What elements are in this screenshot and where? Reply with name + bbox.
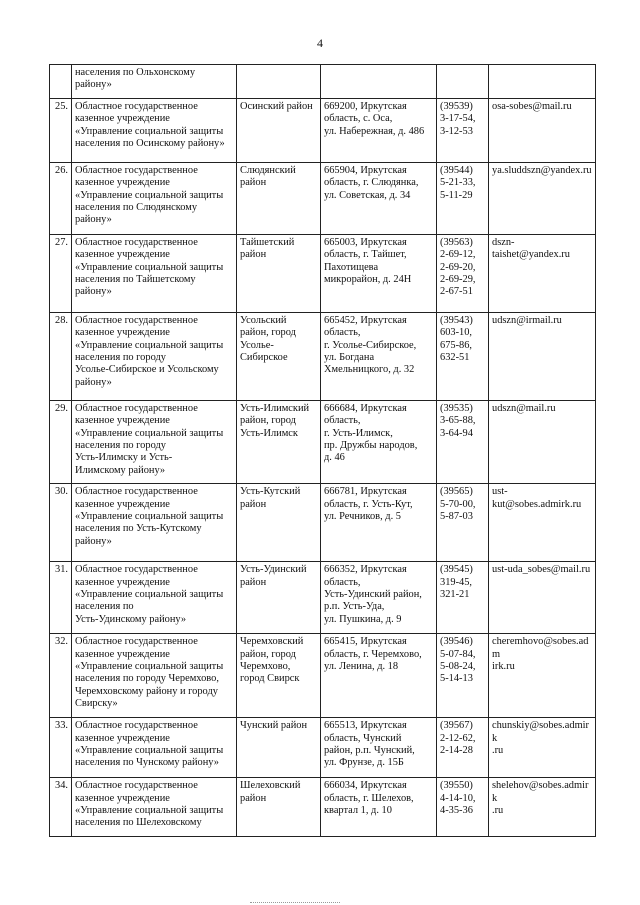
address-text: 666781, Иркутская область, г. Усть-Кут, ул. Речников, д. 5	[324, 486, 413, 523]
email-cell	[489, 634, 596, 718]
email-cell	[489, 65, 596, 99]
address-text: 666034, Иркутская область, г. Шелехов, квартал 1, д. 10	[324, 780, 414, 817]
district-cell	[237, 98, 321, 162]
district-text: Усть-Илимский район, город Усть-Илимск	[240, 402, 310, 439]
phone-cell	[437, 778, 489, 837]
address-cell	[321, 634, 437, 718]
institution-name-cell	[72, 562, 237, 634]
address-cell	[321, 312, 437, 400]
phone-cell	[437, 162, 489, 234]
address-cell	[321, 778, 437, 837]
institution-name-cell	[72, 634, 237, 718]
institution-name-text: Областное государственное казенное учреждение «Управление социальной защиты населения по городу Черемхово, Черемховскому району и городу Свирску»	[75, 636, 224, 710]
email-text: ust- kut@sobes.admirk.ru	[492, 486, 582, 510]
email-cell	[489, 234, 596, 312]
district-text: Тайшетский район	[240, 236, 295, 261]
row-number-cell	[50, 562, 72, 634]
row-number-cell	[50, 162, 72, 234]
address-text: 665513, Иркутская область, Чунский район, р.п. Чунский, ул. Фрунзе, д. 15Б	[324, 720, 415, 769]
institution-name-text: Областное государственное казенное учреждение «Управление социальной защиты населения по Усть-Удинскому району»	[75, 564, 224, 625]
address-text: 665415, Иркутская область, г. Черемхово, ул. Ленина, д. 18	[324, 636, 422, 673]
district-cell	[237, 400, 321, 483]
address-cell	[321, 562, 437, 634]
address-cell	[321, 484, 437, 562]
email-text: osa-sobes@mail.ru	[492, 100, 572, 112]
table-row	[50, 562, 596, 634]
institution-name-cell	[72, 484, 237, 562]
email-cell	[489, 484, 596, 562]
institution-name-cell	[72, 65, 237, 99]
email-cell	[489, 98, 596, 162]
email-text: udszn@irmail.ru	[492, 314, 562, 326]
phone-text: (39545) 319-45, 321-21	[440, 564, 473, 601]
district-text: Усольский район, город Усолье- Сибирское	[240, 314, 296, 364]
address-cell	[321, 718, 437, 778]
table-row	[50, 98, 596, 162]
table-row	[50, 484, 596, 562]
district-text: Осинский район	[240, 100, 313, 112]
row-number-cell	[50, 634, 72, 718]
row-number-text: 26.	[55, 164, 68, 176]
district-text: Шелеховский район	[240, 780, 301, 804]
email-cell	[489, 312, 596, 400]
district-cell	[237, 484, 321, 562]
row-number-text: 34.	[55, 780, 68, 792]
row-number-text: 27.	[55, 236, 68, 248]
email-text: shelehov@sobes.admirk .ru	[492, 780, 589, 817]
email-cell	[489, 778, 596, 837]
address-text: 669200, Иркутская область, с. Оса, ул. Набережная, д. 486	[324, 100, 425, 137]
phone-cell	[437, 562, 489, 634]
address-cell	[321, 400, 437, 483]
email-text: udszn@mail.ru	[492, 402, 556, 414]
address-text: 665904, Иркутская область, г. Слюдянка, ул. Советская, д. 34	[324, 164, 419, 201]
institution-name-cell	[72, 162, 237, 234]
address-text: 666684, Иркутская область, г. Усть-Илимск, пр. Дружбы народов, д. 46	[324, 402, 418, 464]
district-cell	[237, 312, 321, 400]
institution-name-cell	[72, 234, 237, 312]
row-number-cell	[50, 400, 72, 483]
phone-cell	[437, 484, 489, 562]
institution-name-text: Областное государственное казенное учреждение «Управление социальной защиты населения по Шелеховскому	[75, 780, 224, 829]
table-row	[50, 400, 596, 483]
district-cell	[237, 778, 321, 837]
table-row	[50, 162, 596, 234]
institutions-table	[49, 64, 596, 837]
row-number-cell	[50, 98, 72, 162]
row-number-text: 25.	[55, 100, 68, 112]
institution-name-cell	[72, 400, 237, 483]
institution-name-text: Областное государственное казенное учреждение «Управление социальной защиты населения по Тайшетскому району»	[75, 236, 224, 298]
district-text: Чунский район	[240, 720, 308, 732]
row-number-cell	[50, 312, 72, 400]
district-text: Слюдянский район	[240, 164, 296, 189]
district-cell	[237, 634, 321, 718]
phone-cell	[437, 98, 489, 162]
email-text: chunskiy@sobes.admirk .ru	[492, 720, 590, 757]
table-row	[50, 312, 596, 400]
table-row	[50, 778, 596, 837]
email-cell	[489, 400, 596, 483]
district-cell	[237, 718, 321, 778]
phone-text: (39535) 3-65-88, 3-64-94	[440, 402, 476, 439]
institution-name-text: Областное государственное казенное учреждение «Управление социальной защиты населения по городу Усолье-Сибирское и Усольскому району»	[75, 314, 224, 388]
institution-name-text: Областное государственное казенное учреждение «Управление социальной защиты населения по Чунскому району»	[75, 720, 224, 769]
email-text: dszn-taishet@yandex.ru	[492, 236, 570, 261]
phone-cell	[437, 400, 489, 483]
institution-name-cell	[72, 718, 237, 778]
institution-name-text: Областное государственное казенное учреждение «Управление социальной защиты населения по Усть-Кутскому району»	[75, 486, 224, 547]
address-cell	[321, 162, 437, 234]
table-row	[50, 234, 596, 312]
institution-name-text: Областное государственное казенное учреждение «Управление социальной защиты населения по Осинскому району»	[75, 100, 225, 150]
phone-cell	[437, 234, 489, 312]
table-body	[50, 65, 596, 837]
row-number-cell	[50, 778, 72, 837]
address-text: 666352, Иркутская область, Усть-Удинский район, р.п. Усть-Уда, ул. Пушкина, д. 9	[324, 564, 422, 625]
address-cell	[321, 234, 437, 312]
email-cell	[489, 562, 596, 634]
table-row	[50, 65, 596, 99]
row-number-cell	[50, 484, 72, 562]
phone-text: (39567) 2-12-62, 2-14-28	[440, 720, 476, 757]
institution-name-cell	[72, 98, 237, 162]
phone-text: (39546) 5-07-84, 5-08-24, 5-14-13	[440, 636, 476, 685]
district-text: Усть-Кутский район	[240, 486, 301, 510]
table-row	[50, 634, 596, 718]
address-text: 665003, Иркутская область, г. Тайшет, Пахотищева микрорайон, д. 24Н	[324, 236, 412, 286]
row-number-text: 32.	[55, 636, 68, 648]
address-cell	[321, 98, 437, 162]
email-cell	[489, 162, 596, 234]
district-cell	[237, 65, 321, 99]
phone-text: (39543) 603-10, 675-86, 632-51	[440, 314, 473, 364]
row-number-cell	[50, 234, 72, 312]
district-cell	[237, 562, 321, 634]
row-number-text: 33.	[55, 720, 68, 732]
row-number-text: 28.	[55, 314, 68, 326]
district-cell	[237, 162, 321, 234]
phone-text: (39550) 4-14-10, 4-35-36	[440, 780, 476, 817]
phone-text: (39565) 5-70-00, 5-87-03	[440, 486, 476, 523]
institution-name-cell	[72, 778, 237, 837]
row-number-text: 29.	[55, 402, 68, 414]
row-number-cell	[50, 65, 72, 99]
email-cell	[489, 718, 596, 778]
phone-cell	[437, 718, 489, 778]
phone-cell	[437, 65, 489, 99]
institution-name-text: населения по Ольхонскому району»	[75, 67, 196, 91]
page-number: 4	[317, 36, 323, 50]
phone-text: (39539) 3-17-54, 3-12-53	[440, 100, 476, 137]
district-text: Усть-Удинский район	[240, 564, 307, 588]
email-text: cheremhovo@sobes.adm irk.ru	[492, 636, 589, 673]
row-number-text: 31.	[55, 564, 68, 576]
row-number-cell	[50, 718, 72, 778]
district-text: Черемховский район, город Черемхово, город Свирск	[240, 636, 304, 685]
district-cell	[237, 234, 321, 312]
institution-name-text: Областное государственное казенное учреждение «Управление социальной защиты населения по Слюдянскому району»	[75, 164, 224, 226]
phone-text: (39544) 5-21-33, 5-11-29	[440, 164, 476, 201]
address-text: 665452, Иркутская область, г. Усолье-Сибирское, ул. Богдана Хмельницкого, д. 32	[324, 314, 417, 376]
institution-name-text: Областное государственное казенное учреждение «Управление социальной защиты населения по городу Усть-Илимску и Усть- Илимскому району»	[75, 402, 224, 476]
email-text: ya.sluddszn@yandex.ru	[492, 164, 592, 176]
phone-text: (39563) 2-69-12, 2-69-20, 2-69-29, 2-67-51	[440, 236, 476, 298]
table-row	[50, 718, 596, 778]
address-cell	[321, 65, 437, 99]
row-number-text: 30.	[55, 486, 68, 498]
phone-cell	[437, 634, 489, 718]
phone-cell	[437, 312, 489, 400]
footer-rule	[250, 902, 340, 903]
email-text: ust-uda_sobes@mail.ru	[492, 564, 591, 576]
institution-name-cell	[72, 312, 237, 400]
